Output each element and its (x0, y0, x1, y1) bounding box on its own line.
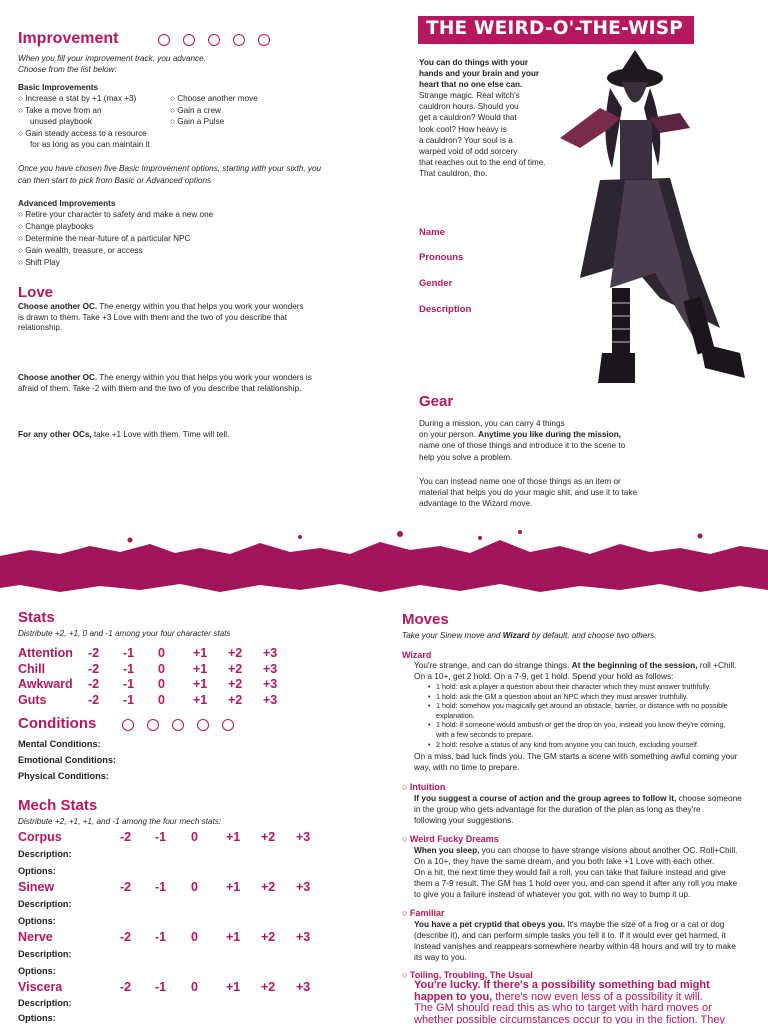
improvement-intro-2: Choose from the list below: (18, 65, 117, 74)
playbook-title: THE WEIRD-O'-THE-WISP (426, 18, 684, 39)
witch-character-illustration (540, 48, 755, 393)
mech-description-field[interactable]: Description: (18, 949, 72, 959)
basic-improvements-heading: Basic Improvements (18, 83, 99, 92)
gear-paragraph-2: You can instead name one of those things as an item or material that helps you do your magic shit, and use it to take advantage to the Wizard move. (419, 477, 637, 509)
mech-options-field[interactable]: Options: (18, 916, 56, 926)
advanced-option[interactable]: ○ Shift Play (18, 258, 60, 267)
move-weird-dreams-body: When you sleep, you can choose to have strange visions about another OC. Roll+Chill. On a 10+, they have the same dream, and you both take +1 Love with each other. On a hit, the next time they would fail a roll, you can take that failure instead and give them a 7-9 result. The GM has 1 hold over you, and can spend it after any roll you make to give you a failure instead of whatever you got, with no way to bump it up. (414, 845, 738, 899)
improvement-checkbox[interactable] (183, 34, 195, 46)
gear-title: Gear (419, 393, 454, 410)
moves-title: Moves (402, 611, 449, 628)
move-wizard-body: You're strange, and can do strange things. At the beginning of the session, roll +Chill. On a 10+, get 2 hold. On a 7-9, get 1 hold. Spend your hold as follows: (414, 660, 737, 681)
mech-options-field[interactable]: Options: (18, 866, 56, 876)
advanced-option[interactable]: ○ Gain wealth, treasure, or access (18, 246, 143, 255)
improvement-intro-1: When you fill your improvement track, you advance. (18, 54, 206, 63)
mech-options-field[interactable]: Options: (18, 1013, 56, 1023)
love-paragraph-1: Choose another OC. The energy within you that helps you work your wonders is drawn to them. Take +3 Love with them and the two of you describe that relationship. (18, 302, 304, 333)
basic-option[interactable]: ○ Gain steady access to a resource (18, 129, 147, 138)
condition-checkbox[interactable] (197, 719, 209, 731)
mech-stats-title: Mech Stats (18, 797, 98, 814)
move-wizard-miss: On a miss, bad luck finds you. The GM starts a scene with something awful coming your way, with no time to prepare. (414, 751, 738, 772)
playbook-blurb: You can do things with your hands and your brain and your heart that no one else can. Strange magic. Real witch's cauldron hours. Should you get a cauldron? Would that look cool? How heavy is a cauldron? Your soul is a warped void of odd sorcery that reaches out to the end of time. That cauldron, tho. (419, 58, 546, 178)
improvement-note-2: can then start to pick from Basic or Advanced options (18, 176, 212, 185)
gender-field[interactable]: Gender (419, 278, 453, 289)
mental-conditions-field[interactable]: Mental Conditions: (18, 739, 101, 749)
gear-paragraph-1: During a mission, you can carry 4 things on your person. Anytime you like during the mission, name one of those things and introduce it to the scene to help you solve a problem. (419, 419, 626, 462)
improvement-checkbox[interactable] (158, 34, 170, 46)
move-weird-dreams-checkbox[interactable]: ○ Weird Fucky Dreams (402, 834, 499, 844)
improvement-checkbox[interactable] (233, 34, 245, 46)
mech-description-field[interactable]: Description: (18, 849, 72, 859)
conditions-title: Conditions (18, 715, 97, 732)
basic-option[interactable]: ○ Take a move from an (18, 106, 102, 115)
move-familiar-body: You have a pet cryptid that obeys you. It's maybe the size of a frog or a cat or dog (describe it), and can perform simple tasks you tell it to. If it would ever get harmed, it instead vanishes and reappears somewhere nearby within 48 hours and will try to make its way to you. (414, 919, 736, 962)
improvement-track[interactable] (158, 33, 283, 51)
name-field[interactable]: Name (419, 227, 445, 238)
mech-description-field[interactable]: Description: (18, 899, 72, 909)
love-title: Love (18, 284, 54, 301)
move-intuition-checkbox[interactable]: ○ Intuition (402, 782, 446, 792)
physical-conditions-field[interactable]: Physical Conditions: (18, 771, 109, 781)
move-wizard-title: Wizard (402, 650, 432, 660)
basic-option[interactable]: ○ Gain a crew (170, 106, 221, 115)
mech-options-field[interactable]: Options: (18, 966, 56, 976)
conditions-track[interactable] (122, 718, 247, 736)
description-field[interactable]: Description (419, 304, 472, 315)
move-familiar-checkbox[interactable]: ○ Familiar (402, 908, 445, 918)
playbook-title-banner (418, 16, 694, 44)
condition-checkbox[interactable] (122, 719, 134, 731)
love-paragraph-2: Choose another OC. The energy within you that helps you work your wonders is afraid of them. Take -2 with them and the two of you describe that relationship. (18, 373, 312, 393)
basic-option[interactable]: ○ Choose another move (170, 94, 258, 103)
condition-checkbox[interactable] (222, 719, 234, 731)
stats-title: Stats (18, 609, 55, 626)
love-paragraph-3: For any other OCs, take +1 Love with them. Time will tell. (18, 430, 230, 439)
mech-stats-instructions: Distribute +2, +1, +1, and -1 among the four mech stats: (18, 817, 222, 826)
move-wizard-options: • 1 hold: ask a player a question about their character which they must answer truthfully. • 1 hold: ask the GM a question about an NPC which they must answer truthfully. • 1 hold: somehow you magically get around an obstacle, barrier, or distance with no possible explanation. • 1 hold: if someone would ambush or get the drop on you, instead you know they're coming, with a few seconds to prepare. • 2 hold: resolve a status of any kind from anyone you can touch, excluding yourself. (414, 682, 754, 749)
emotional-conditions-field[interactable]: Emotional Conditions: (18, 755, 116, 765)
basic-option[interactable]: ○ Gain a Pulse (170, 117, 225, 126)
advanced-option[interactable]: ○ Determine the near-future of a particular NPC (18, 234, 191, 243)
move-toiling-body: You're lucky. If there's a possibility something bad might happen to you, there's now even less of a possibility it will. The GM should read this as who to target with hard moves or whether possible circumstances occur to you in the fiction. They (414, 979, 726, 1024)
pronouns-field[interactable]: Pronouns (419, 252, 464, 263)
advanced-option[interactable]: ○ Retire your character to safety and make a new one (18, 210, 214, 219)
improvement-checkbox[interactable] (208, 34, 220, 46)
advanced-improvements-heading: Advanced Improvements (18, 199, 116, 208)
condition-checkbox[interactable] (147, 719, 159, 731)
improvement-note-1: Once you have chosen five Basic Improvement options, starting with your sixth, you (18, 164, 322, 173)
basic-option[interactable]: ○ Increase a stat by +1 (max +3) (18, 94, 137, 103)
moves-instructions: Take your Sinew move and Wizard by default, and choose two others. (402, 631, 657, 640)
paint-splatter-divider (0, 528, 768, 598)
basic-option-cont: unused playbook (30, 117, 92, 126)
move-intuition-body: If you suggest a course of action and the group agrees to follow it, choose someone in the group who gets advantage for the duration of the plan as long as they're following your suggestions. (414, 793, 742, 825)
improvement-title: Improvement (18, 30, 119, 47)
basic-option-cont: for as long as you can maintain it (30, 140, 150, 149)
move-toiling-checkbox[interactable]: ○ Toiling, Troubling, The Usual (402, 970, 533, 980)
mech-description-field[interactable]: Description: (18, 998, 72, 1008)
advanced-option[interactable]: ○ Change playbooks (18, 222, 94, 231)
condition-checkbox[interactable] (172, 719, 184, 731)
improvement-checkbox[interactable] (258, 34, 270, 46)
stats-instructions: Distribute +2, +1, 0 and -1 among your four character stats (18, 629, 231, 638)
